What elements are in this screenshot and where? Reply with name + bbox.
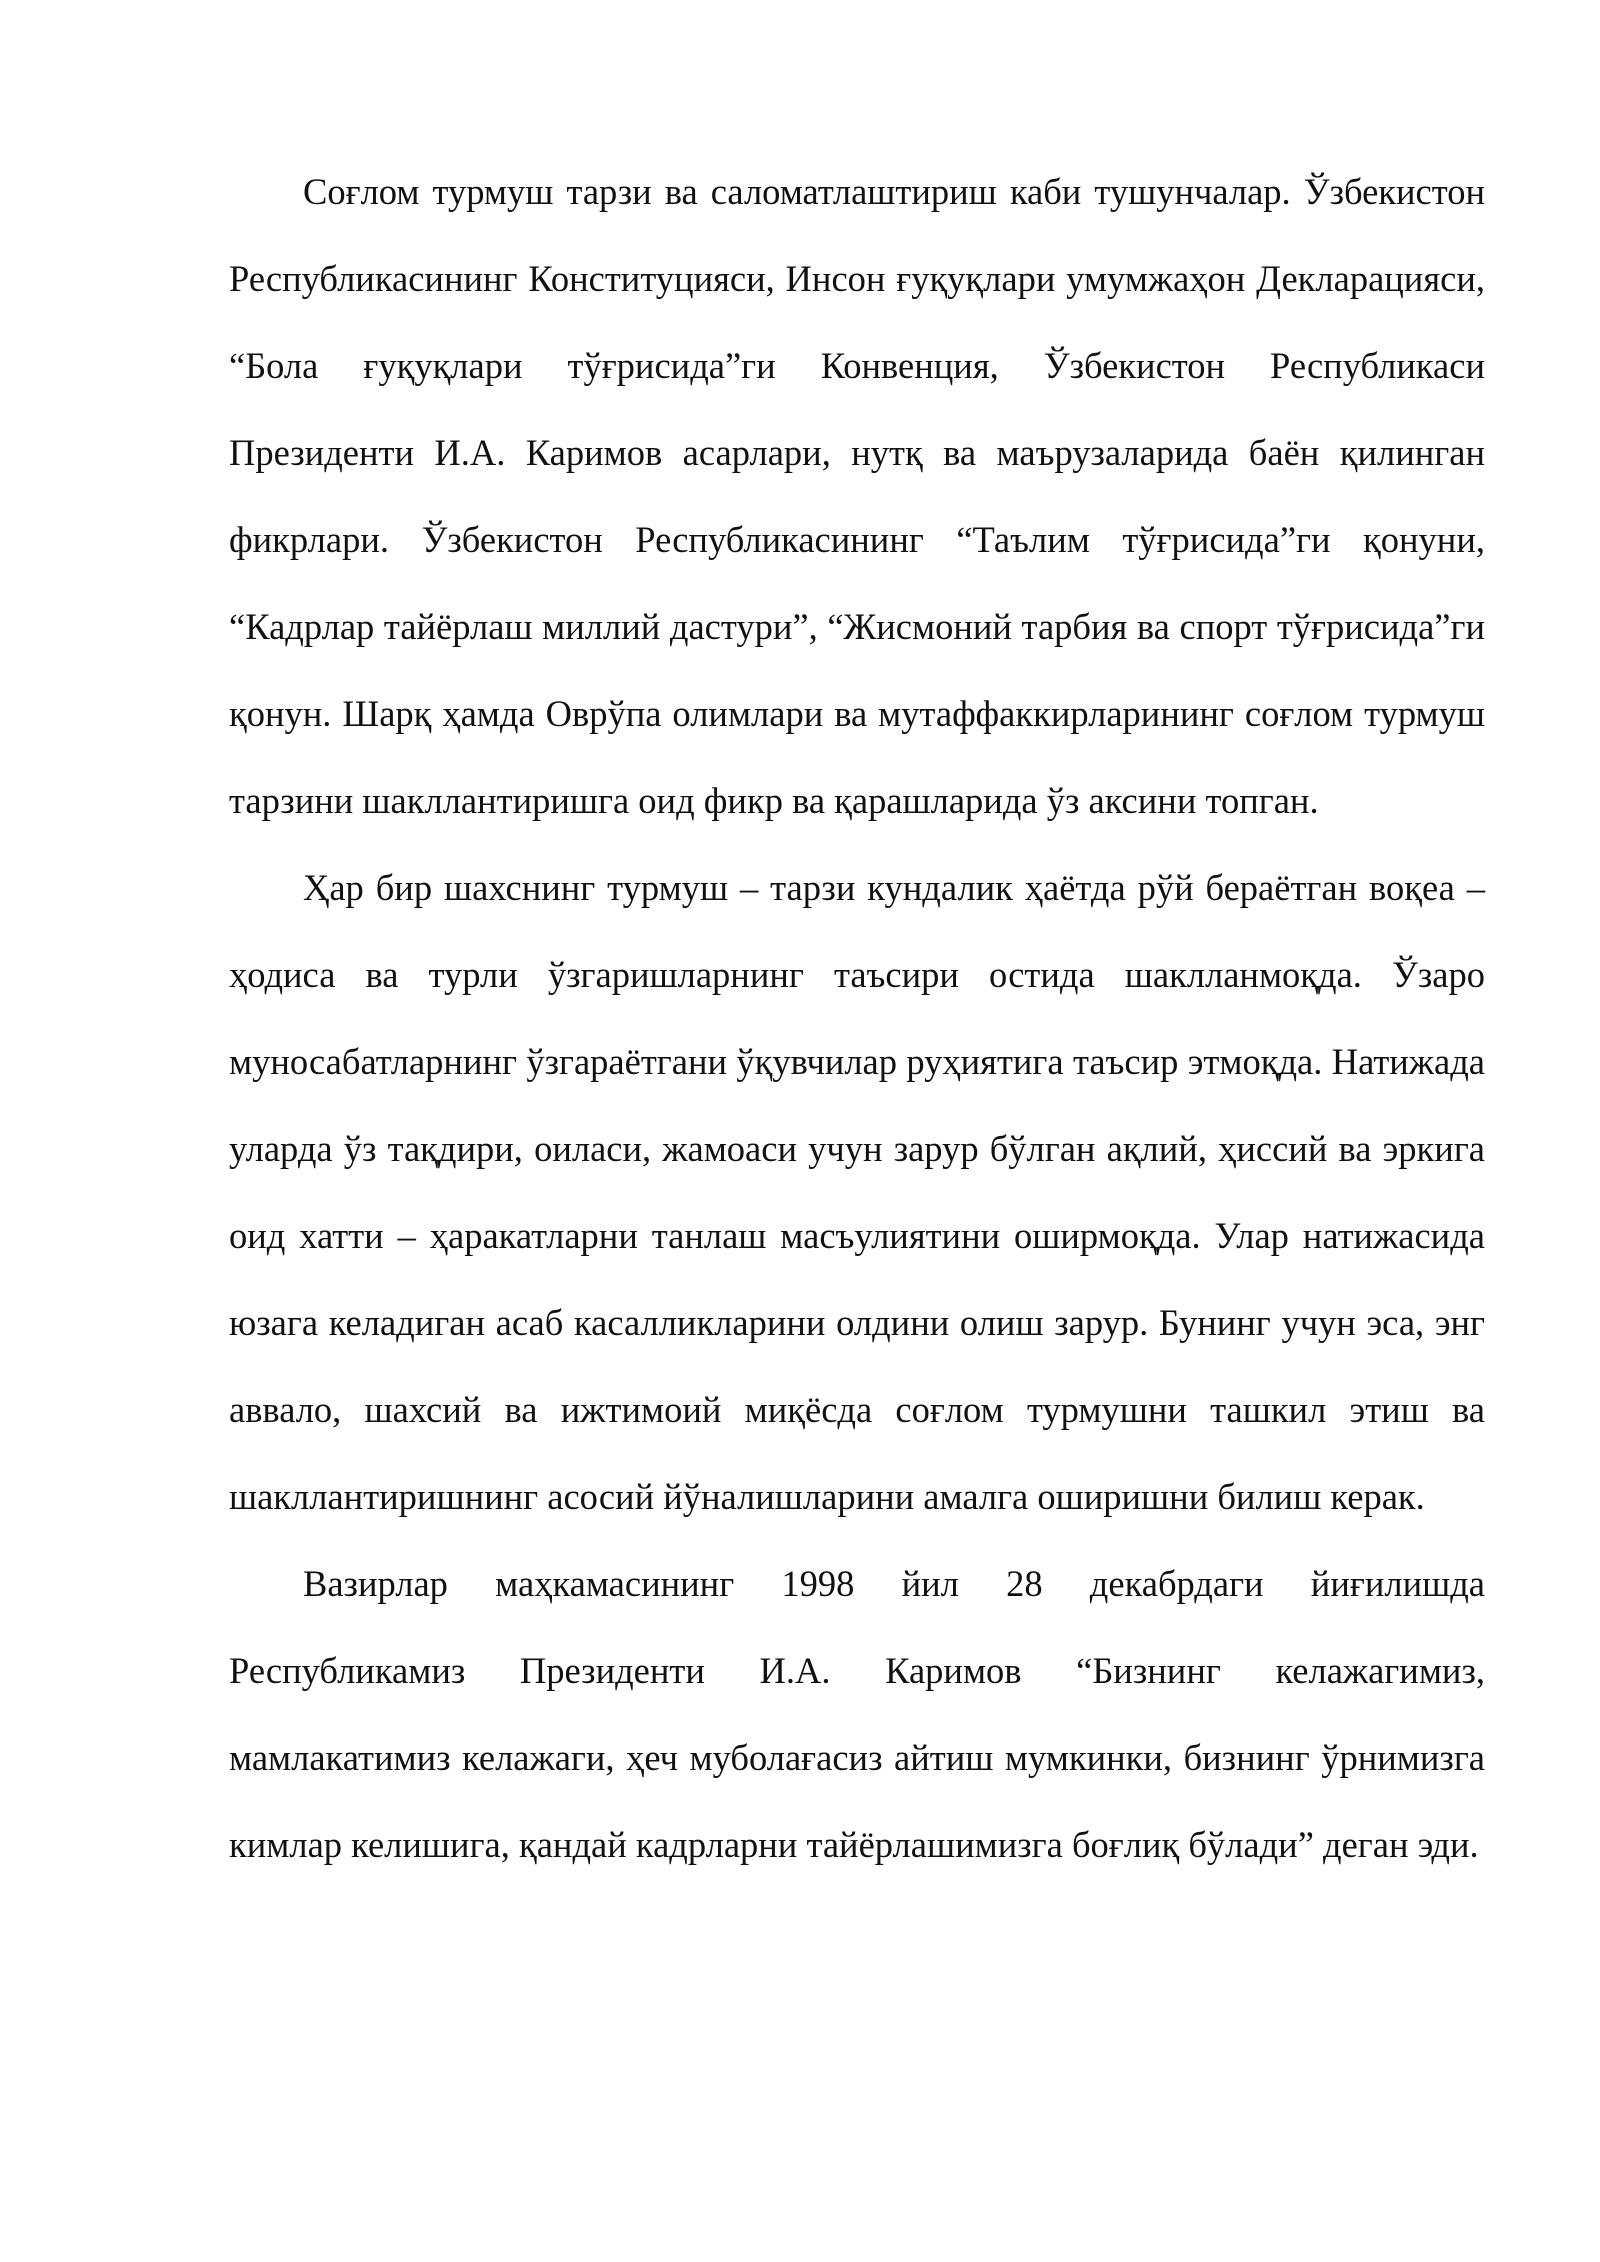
paragraph-healthy-lifestyle-sources: Соғлом турмуш тарзи ва саломатлаштириш каби тушунчалар. Ўзбекистон Республикасининг Конституцияси, Инсон ғуқуқлари умумжаҳон Декларацияси, “Бола ғуқуқлари тўғрисида”ги Конвенция, Ўзбекистон Республикаси Президенти И.А. Каримов асарлари, нутқ ва маърузаларида баён қилинган фикрлари. Ўзбекистон Республикасининг “Таълим тўғрисида”ги қонуни, “Кадрлар тайёрлаш миллий дастури”, “Жисмоний тарбия ва спорт тўғрисида”ги қонун. Шарқ ҳамда Оврўпа олимлари ва мутаффаккирларининг соғлом турмуш тарзини шакллантиришга оид фикр ва қарашларида ўз аксини топган. bbox=[229, 171, 1485, 821]
document-body bbox=[229, 148, 1485, 1888]
paragraph-lifestyle-formation: Ҳар бир шахснинг турмуш – тарзи кундалик ҳаётда рўй бераётган воқеа – ҳодиса ва турли ўзгаришларнинг таъсири остида шаклланмоқда. Ўзаро муносабатларнинг ўзгараётгани ўқувчилар руҳиятига таъсир этмоқда. Натижада уларда ўз тақдири, оиласи, жамоаси учун зарур бўлган ақлий, ҳиссий ва эркига оид хатти – ҳаракатларни танлаш масъулиятини оширмоқда. Улар натижасида юзага келадиган асаб касалликларини олдини олиш зарур. Бунинг учун эса, энг аввало, шахсий ва ижтимоий миқёсда соғлом турмушни ташкил этиш ва шакллантиришнинг асосий йўналишларини амалга оширишни билиш керак. bbox=[229, 867, 1485, 1517]
paragraph-president-quote: Вазирлар маҳкамасининг 1998 йил 28 декабрдаги йиғилишда Республикамиз Президенти И.А. Каримов “Бизнинг келажагимиз, мамлакатимиз келажаги, ҳеч муболағасиз айтиш мумкинки, бизнинг ўрнимизга кимлар келишига, қандай кадрларни тайёрлашимизга боғлиқ бўлади” деган эди. bbox=[229, 1563, 1485, 1865]
